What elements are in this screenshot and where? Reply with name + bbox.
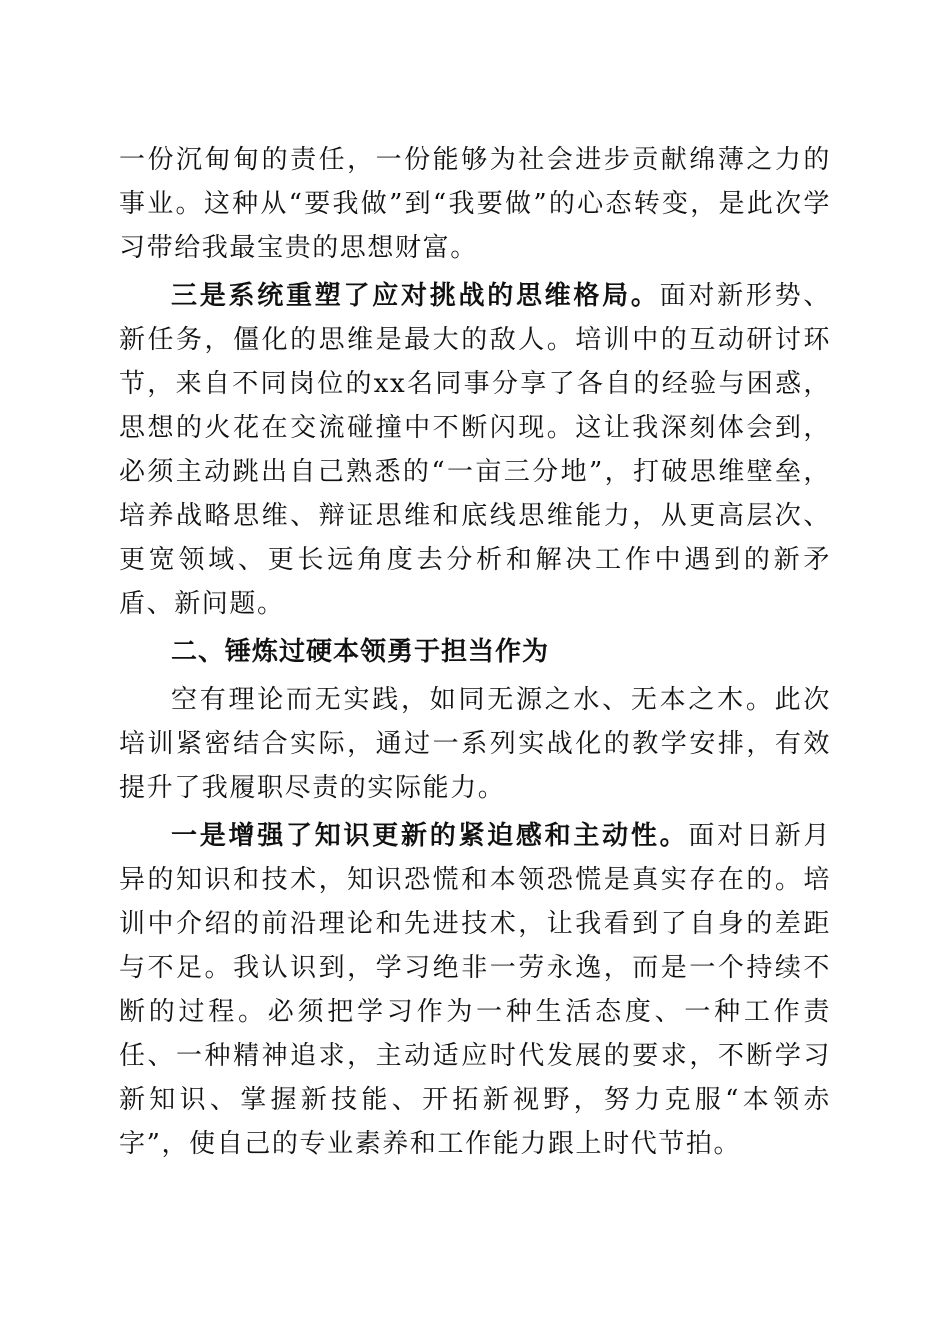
paragraph-continuation: [119, 138, 831, 270]
paragraph-point-three: [119, 274, 831, 626]
paragraph-text: 空有理论而无实践，如同无源之水、无本之木。此次培训紧密结合实际，通过一系列实战化的教学安排，有效提升了我履职尽责的实际能力。: [119, 685, 831, 803]
paragraph-intro: [119, 678, 831, 810]
paragraph-point-one: [119, 814, 831, 1166]
section-heading: 二、锤炼过硬本领勇于担当作为: [171, 637, 550, 667]
paragraph-lead: 一是增强了知识更新的紧迫感和主动性。: [171, 821, 689, 851]
paragraph-text: 面对新形势、新任务，僵化的思维是最大的敌人。培训中的互动研讨环节，来自不同岗位的xx名同事分享了各自的经验与困惑，思想的火花在交流碰撞中不断闪现。这让我深刻体会到，必须主动跳出自己熟悉的“一亩三分地”，打破思维壁垒，培养战略思维、辩证思维和底线思维能力，从更高层次、更宽领域、更长远角度去分析和解决工作中遇到的新矛盾、新问题。: [119, 281, 831, 619]
paragraph-text: 一份沉甸甸的责任，一份能够为社会进步贡献绵薄之力的事业。这种从“要我做”到“我要做”的心态转变，是此次学习带给我最宝贵的思想财富。: [119, 145, 831, 263]
paragraph-text: 面对日新月异的知识和技术，知识恐慌和本领恐慌是真实存在的。培训中介绍的前沿理论和先进技术，让我看到了自身的差距与不足。我认识到，学习绝非一劳永逸，而是一个持续不断的过程。必须把学习作为一种生活态度、一种工作责任、一种精神追求，主动适应时代发展的要求，不断学习新知识、掌握新技能、开拓新视野，努力克服“本领赤字”，使自己的专业素养和工作能力跟上时代节拍。: [119, 821, 831, 1159]
document-page: [119, 138, 831, 1166]
paragraph-lead: 三是系统重塑了应对挑战的思维格局。: [171, 281, 660, 311]
